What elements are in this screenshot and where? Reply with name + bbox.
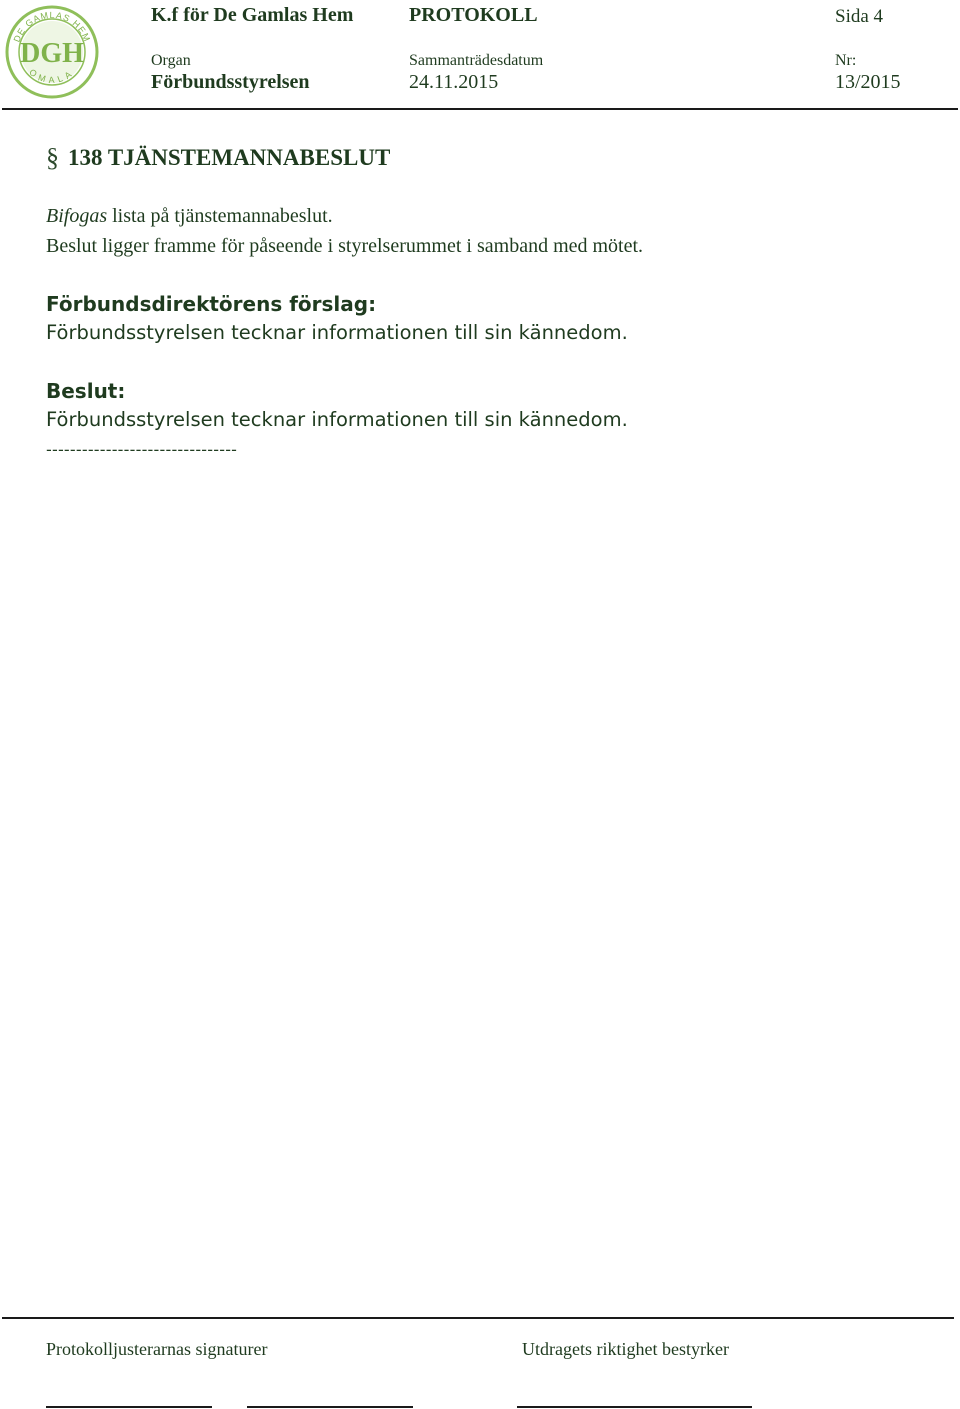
decision-heading: Beslut: [46, 379, 126, 403]
intro-line-2: Beslut ligger framme för påseende i styrelserummet i samband med mötet. [46, 235, 644, 257]
signature-line-3 [517, 1406, 752, 1408]
signature-line-1 [46, 1406, 212, 1408]
footer-rule [2, 1317, 954, 1319]
organ-value: Förbundsstyrelsen [151, 71, 310, 93]
date-value: 24.11.2015 [409, 71, 499, 93]
intro-italic: Bifogas [46, 205, 108, 227]
intro-rest: lista på tjänstemannabeslut. [107, 205, 333, 227]
separator-dashes: -------------------------------- [46, 440, 238, 459]
logo-ring-top: DE GAMLAS HEM [11, 9, 93, 44]
organization-name: K.f för De Gamlas Hem [151, 4, 354, 26]
page-number: Sida 4 [835, 6, 884, 27]
section-title: 138 TJÄNSTEMANNABESLUT [68, 145, 391, 170]
proposal-heading: Förbundsdirektörens förslag: [46, 292, 377, 316]
number-label: Nr: [835, 52, 857, 69]
decision-text: Förbundsstyrelsen tecknar informationen till sin kännedom. [46, 408, 628, 431]
intro-line [46, 205, 333, 228]
document-type: PROTOKOLL [409, 4, 538, 26]
header-rule [2, 108, 958, 110]
proposal-text: Förbundsstyrelsen tecknar informationen till sin kännedom. [46, 321, 628, 344]
logo-ring-bottom: OMALA [27, 66, 77, 86]
dgh-seal-logo-icon [4, 4, 100, 100]
organ-label: Organ [151, 52, 191, 69]
signatures-label: Protokolljusterarnas signaturer [46, 1339, 268, 1359]
certification-label: Utdragets riktighet bestyrker [522, 1339, 729, 1359]
date-label: Sammanträdesdatum [409, 52, 544, 69]
paragraph-sign: § [46, 143, 59, 172]
signature-line-2 [247, 1406, 413, 1408]
number-value: 13/2015 [835, 71, 901, 93]
logo-letters: DGH [20, 38, 84, 69]
